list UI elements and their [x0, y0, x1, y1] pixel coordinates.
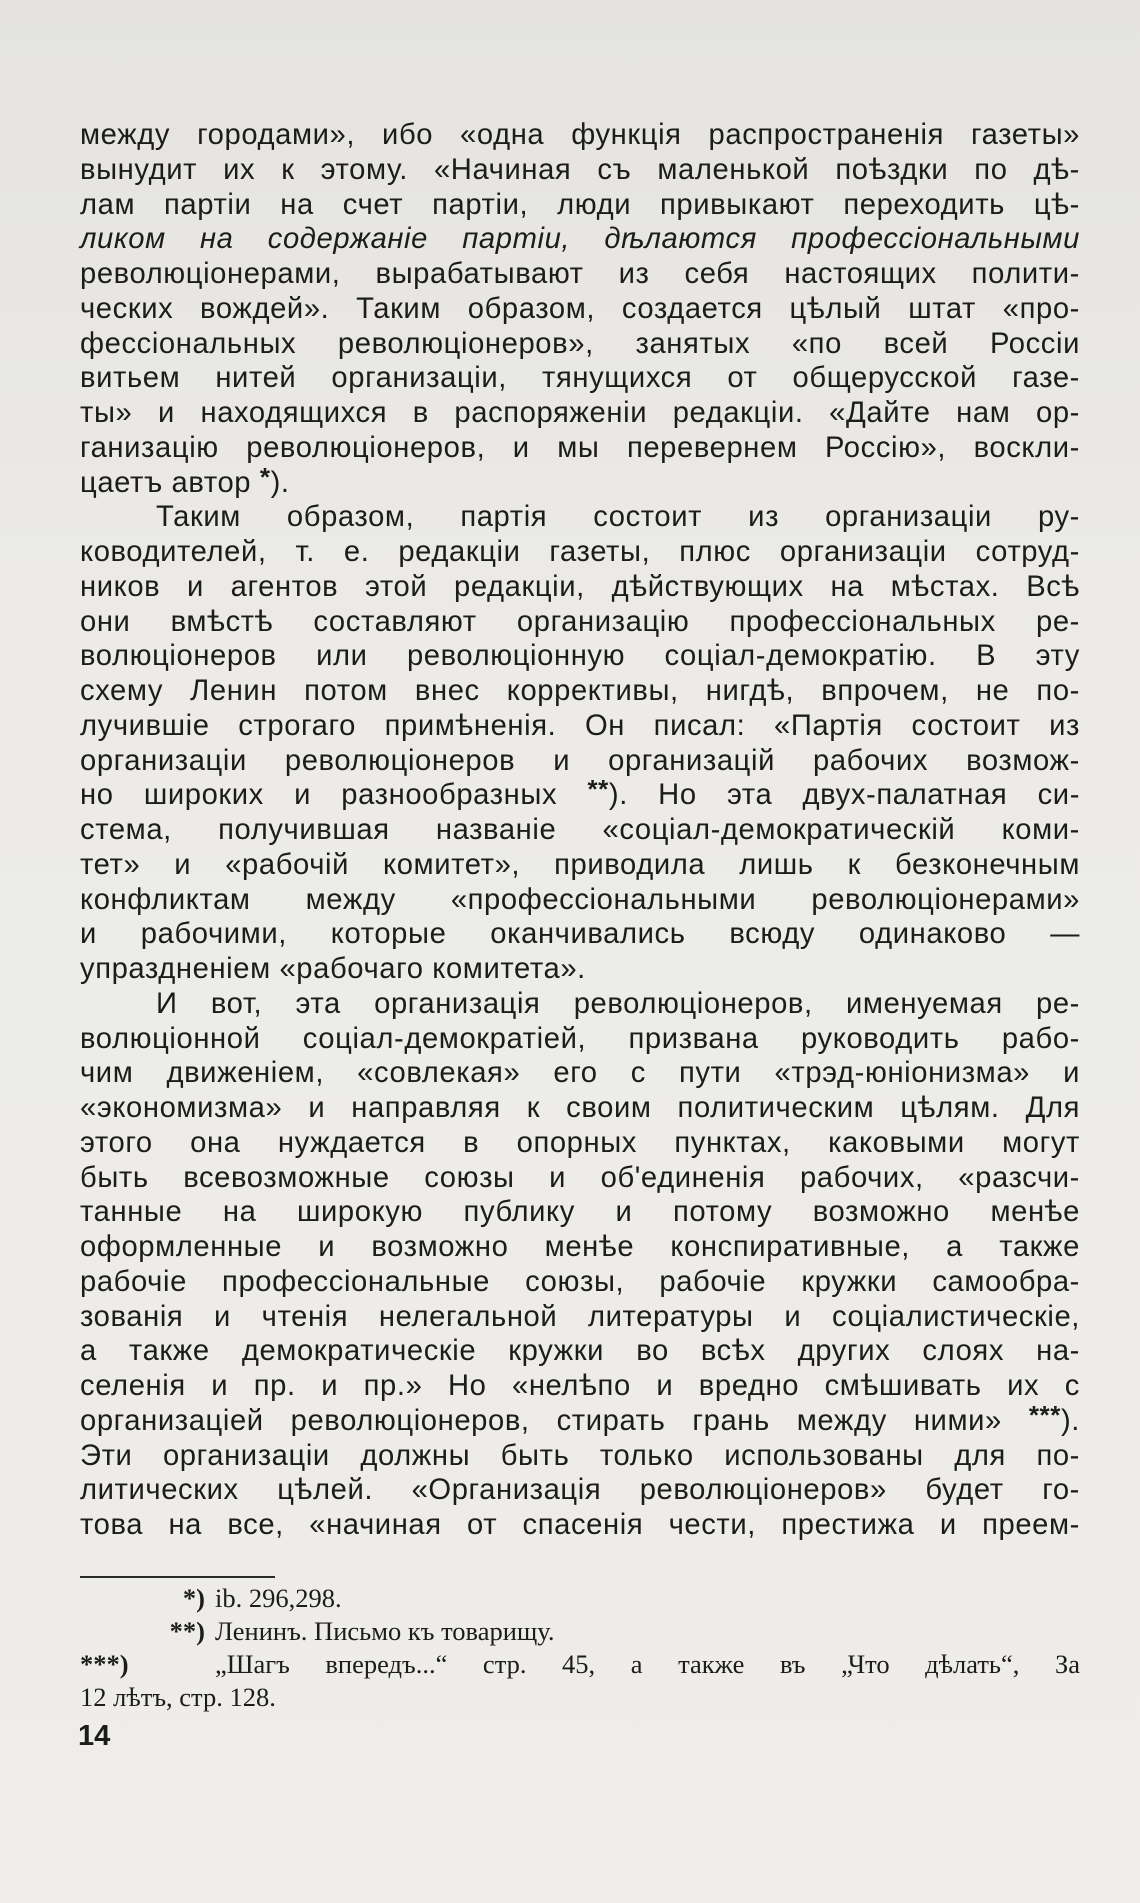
text-line: волюціонеров или революціонную соціал-демократію. В эту: [80, 640, 1080, 673]
text-line: и рабочими, которые оканчивались всюду одинаково —: [80, 918, 1080, 951]
footnotes: [80, 1582, 1080, 1714]
text-line: витьем нитей организаціи, тянущихся от общерусской газе-: [80, 362, 1080, 395]
page-number: 14: [78, 1720, 111, 1752]
text-line: конфликтам между «профессіональными революціонерами»: [80, 883, 1080, 916]
footnote-mark: ***): [80, 1649, 129, 1679]
text-line: вынудит их к этому. «Начиная съ маленькой поѣздки по дѣ-: [80, 153, 1080, 186]
footnote: [80, 1582, 1080, 1615]
paragraph-2: [80, 500, 1080, 987]
footnote-mark: **: [587, 774, 609, 805]
text-fragment: ).: [1060, 1404, 1080, 1437]
text-line: това на все, «начиная от спасенія чести, престижа и преем-: [80, 1509, 1080, 1541]
text-line: лучившіе строгаго примѣненія. Он писал: «Партія состоит из: [80, 709, 1080, 742]
text-line: ческих вождей». Таким образом, создается цѣлый штат «про-: [80, 292, 1080, 325]
footnote-text: „Шагъ впередъ...“ стр. 45, а также въ „Что дѣлать“, За: [215, 1649, 1080, 1679]
text-fragment: организаціей революціонеров, стирать грань между ними»: [80, 1404, 1002, 1437]
text-line: селенія и пр. и пр.» Но «нелѣпо и вредно смѣшивать их с: [80, 1370, 1080, 1402]
text-line: оформленные и возможно менѣе конспиративные, а также: [80, 1231, 1080, 1263]
footnote: [80, 1615, 1080, 1648]
text-line: [80, 1399, 1080, 1439]
text-fragment: цаетъ автор: [80, 466, 252, 499]
text-line: они вмѣстѣ составляют организацію профессіональных ре-: [80, 605, 1080, 638]
body-text: [80, 118, 1080, 1543]
text-line: между городами», ибо «одна функція распространенія газеты»: [80, 119, 1080, 151]
text-line: Эти организаціи должны быть только использованы для по-: [80, 1439, 1080, 1472]
footnote-text: ib. 296,298.: [215, 1583, 342, 1613]
footnote-mark: *): [182, 1583, 205, 1613]
text-line: революціонерами, вырабатывают из себя настоящих полити-: [80, 258, 1080, 290]
text-fragment: ). Но эта двух-палатная си-: [608, 779, 1081, 812]
text-line: быть всевозможные союзы и об'единенія рабочих, «разсчи-: [80, 1161, 1080, 1194]
text-line: фессіональных революціонеров», занятых «по всей Россіи: [80, 327, 1080, 360]
text-line: упраздненіем «рабочаго комитета».: [80, 953, 586, 985]
text-line: зованія и чтенія нелегальной литературы и соціалистическіе,: [80, 1300, 1080, 1333]
text-line: ководителей, т. е. редакціи газеты, плюс организаціи сотруд-: [80, 536, 1080, 568]
text-line: Таким образом, партія состоит из организаціи ру-: [156, 501, 1080, 534]
text-line: ников и агентов этой редакціи, дѣйствующих на мѣстах. Всѣ: [80, 570, 1080, 603]
text-line: этого она нуждается в опорных пунктах, каковыми могут: [80, 1126, 1080, 1159]
text-line: И вот, эта организація революціонеров, именуемая ре-: [156, 987, 1080, 1020]
text-line: танные на широкую публику и потому возможно менѣе: [80, 1196, 1080, 1229]
text-fragment: лам партіи на счет партіи, люди привыкают переходить цѣ-: [80, 188, 1080, 221]
text-fragment: ).: [270, 466, 290, 499]
text-line: литических цѣлей. «Организація революціонеров» будет го-: [80, 1474, 1080, 1507]
text-line: рабочіе профессіональные союзы, рабочіе кружки самообра-: [80, 1265, 1080, 1298]
text-line: организаціи революціонеров и организацій рабочих возмож-: [80, 744, 1080, 777]
text-line: ты» и находящихся в распоряженіи редакціи. «Дайте нам ор-: [80, 397, 1080, 429]
paragraph-1: [80, 118, 1080, 500]
footnote: [80, 1648, 1080, 1681]
footnote-mark: *: [259, 461, 271, 492]
footnote-text: Ленинъ. Письмо къ товарищу.: [215, 1616, 555, 1646]
text-line: волюціонной соціал-демократіей, призвана руководить рабо-: [80, 1022, 1080, 1055]
text-line: [80, 188, 1080, 223]
text-line: «экономизма» и направляя к своим политическим цѣлям. Для: [80, 1092, 1080, 1124]
text-line: [80, 461, 1080, 501]
footnote-mark: ***: [1028, 1399, 1061, 1430]
footnote-divider: [80, 1576, 275, 1578]
text-line: ликом на содержаніе партіи, дѣлаются профессіональными: [80, 223, 1080, 256]
text-line: тет» и «рабочій комитет», приводила лишь к безконечным: [80, 848, 1080, 881]
text-line: схему Ленин потом внес коррективы, нигдѣ, впрочем, не по-: [80, 675, 1080, 707]
text-line: стема, получившая названіе «соціал-демократическій коми-: [80, 814, 1080, 846]
text-line: а также демократическіе кружки во всѣх других слоях на-: [80, 1335, 1080, 1368]
footnote-continuation: 12 лѣтъ, стр. 128.: [80, 1682, 276, 1712]
footnote-mark: **): [169, 1616, 205, 1646]
text-line: ганизацію революціонеров, и мы перевернем Россію», воскли-: [80, 431, 1080, 464]
text-line: [80, 774, 1081, 813]
paragraph-3: [80, 987, 1080, 1543]
text-fragment: но широких и разнообразных: [80, 779, 558, 812]
text-line: чим движеніем, «совлекая» его с пути «трэд-юніонизма» и: [80, 1057, 1080, 1090]
